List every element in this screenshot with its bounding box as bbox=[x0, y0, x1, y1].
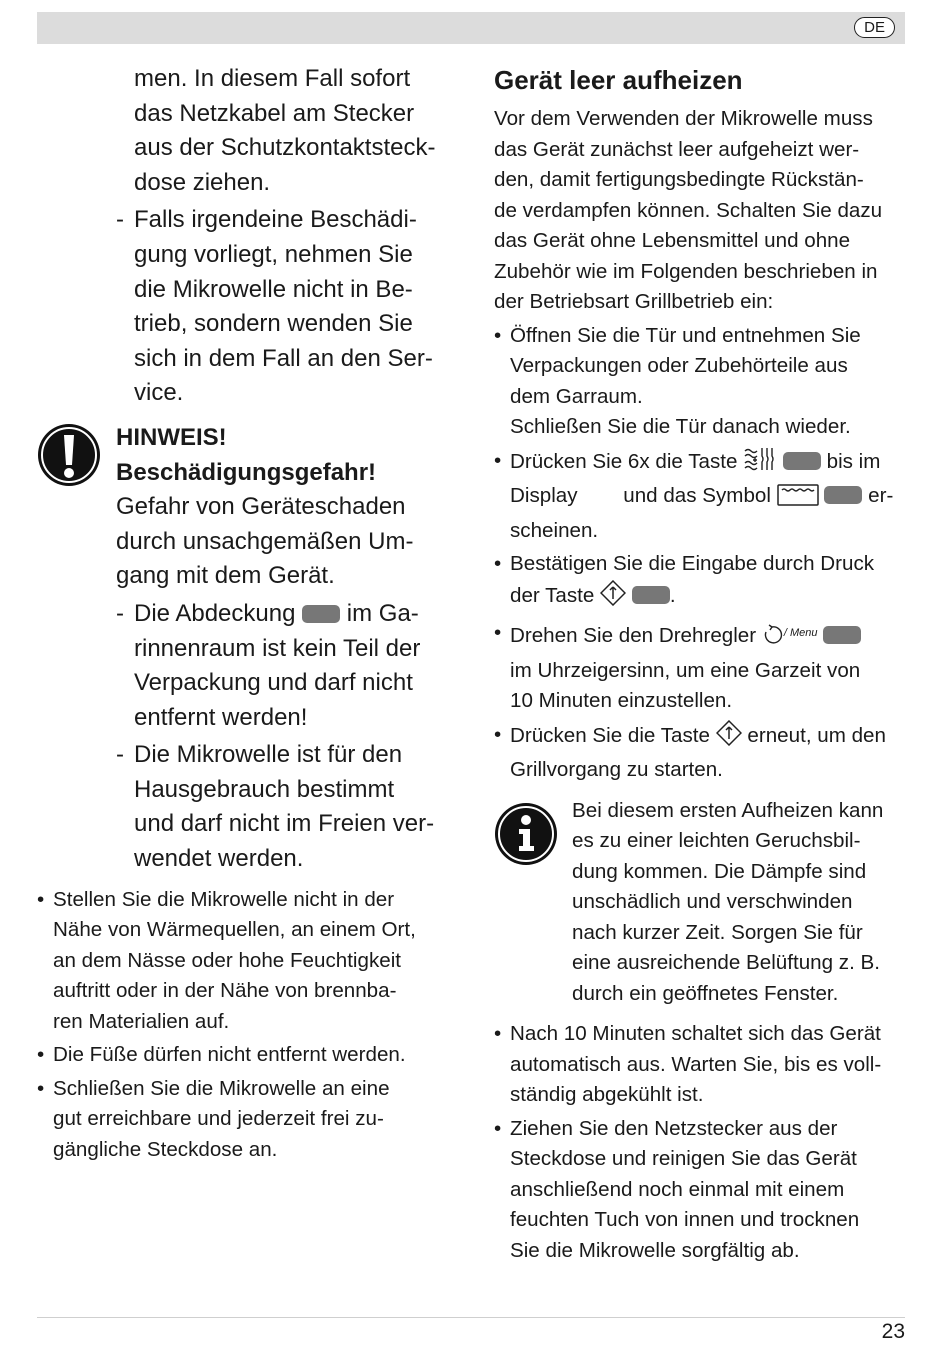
start-diamond-icon bbox=[716, 720, 742, 756]
text-line: das Gerät ohne Lebensmittel und ohne bbox=[494, 229, 851, 252]
bullet-marker: • bbox=[37, 1076, 45, 1100]
text-fragment: der Taste bbox=[510, 583, 595, 607]
header-bar bbox=[37, 12, 905, 44]
intro-paragraph bbox=[494, 104, 914, 318]
text-line: unschädlich und verschwinden bbox=[572, 890, 853, 913]
language-badge: DE bbox=[854, 17, 895, 38]
text-fragment: bis im bbox=[826, 449, 881, 473]
text-line: trieb, sondern wenden Sie bbox=[134, 310, 413, 338]
info-box bbox=[494, 796, 914, 1010]
key-symbol bbox=[632, 586, 670, 604]
text-line: Die Mikrowelle ist für den bbox=[134, 741, 403, 769]
footer-divider bbox=[37, 1317, 905, 1318]
text-line: wendet werden. bbox=[134, 845, 304, 873]
text-line: die Mikrowelle nicht in Be- bbox=[134, 275, 413, 303]
text-fragment: er- bbox=[868, 484, 894, 507]
text-fragment: Die Abdeckung bbox=[134, 599, 296, 627]
dash-item bbox=[116, 597, 457, 735]
text-line: Sie die Mikrowelle sorgfältig ab. bbox=[510, 1238, 800, 1262]
text-line: scheinen. bbox=[510, 518, 599, 542]
text-line: an dem Nässe oder hohe Feuchtigkeit bbox=[53, 948, 402, 972]
text-line: 10 Minuten einzustellen. bbox=[510, 689, 733, 712]
text-line: Zubehör wie im Folgenden beschrieben in bbox=[494, 259, 878, 283]
text-line: durch ein geöffnetes Fenster. bbox=[572, 981, 839, 1005]
bullet-marker: • bbox=[494, 448, 502, 472]
bullet-item bbox=[37, 1040, 457, 1071]
text-line: Bei diesem ersten Aufheizen kann bbox=[572, 798, 884, 822]
text-line: feuchten Tuch von innen und trocknen bbox=[510, 1208, 860, 1231]
text-fragment: . bbox=[669, 583, 676, 607]
text-line: aus der Schutzkontaktsteck- bbox=[134, 134, 436, 162]
text-fragment: im Ga- bbox=[346, 599, 419, 627]
right-column bbox=[494, 62, 914, 1266]
text-line: men. In diesem Fall sofort bbox=[134, 65, 411, 92]
dash-item bbox=[37, 203, 457, 411]
text-line: entfernt werden! bbox=[134, 703, 308, 731]
text-line: das Gerät zunächst leer aufgeheizt wer- bbox=[494, 137, 860, 161]
bullet-item bbox=[494, 720, 914, 786]
text-line: automatisch aus. Warten Sie, bis es voll- bbox=[510, 1052, 882, 1076]
text-line: den, damit fertigungsbedingte Rückstän- bbox=[494, 168, 864, 191]
text-fragment: und das Symbol bbox=[623, 484, 771, 507]
rotary-knob-icon bbox=[762, 624, 784, 656]
text-line: Falls irgendeine Beschädi- bbox=[134, 206, 417, 234]
section-heading: Gerät leer aufheizen bbox=[494, 65, 743, 95]
text-line: eine ausreichende Belüftung z. B. bbox=[572, 951, 880, 974]
page-number: 23 bbox=[881, 1320, 905, 1343]
text-line: auftritt oder in der Nähe von brennba- bbox=[53, 979, 397, 1003]
text-line: Gefahr von Geräteschaden bbox=[116, 493, 406, 521]
text-line: Nach 10 Minuten schaltet sich das Gerät bbox=[510, 1022, 881, 1045]
knob-label: / Menu bbox=[783, 627, 818, 639]
text-line: de verdampfen können. Schalten Sie dazu bbox=[494, 198, 883, 222]
text-line: Schließen Sie die Mikrowelle an eine bbox=[53, 1076, 390, 1100]
text-line: Die Füße dürfen nicht entfernt werden. bbox=[53, 1043, 406, 1067]
text-fragment: Display bbox=[510, 484, 578, 507]
notice-box bbox=[37, 421, 457, 877]
text-line: durch unsachgemäßen Um- bbox=[116, 527, 414, 555]
bullet-item bbox=[494, 321, 914, 443]
bullet-item bbox=[37, 1074, 457, 1166]
bullet-marker: • bbox=[37, 887, 45, 911]
text-line: gung vorliegt, nehmen Sie bbox=[134, 240, 413, 268]
display-symbol bbox=[824, 486, 862, 504]
bullet-item bbox=[494, 549, 914, 615]
bullet-item bbox=[494, 446, 914, 547]
text-line: nach kurzer Zeit. Sorgen Sie für bbox=[572, 920, 863, 944]
text-line: dung kommen. Die Dämpfe sind bbox=[572, 859, 867, 883]
text-fragment: erneut, um den bbox=[747, 723, 886, 747]
bullet-item bbox=[494, 1019, 914, 1111]
text-line: Bestätigen Sie die Eingabe durch Druck bbox=[510, 552, 875, 575]
grill-combi-icon bbox=[743, 446, 777, 482]
text-line: gang mit dem Gerät. bbox=[116, 562, 335, 590]
text-line: Ziehen Sie den Netzstecker aus der bbox=[510, 1116, 838, 1140]
text-line: ren Materialien auf. bbox=[53, 1009, 230, 1033]
text-line: Verpackungen oder Zubehörteile aus bbox=[510, 354, 848, 377]
bullet-marker: • bbox=[494, 1022, 502, 1045]
text-line: dem Garraum. bbox=[510, 384, 643, 408]
text-line: und darf nicht im Freien ver- bbox=[134, 810, 435, 838]
bullet-marker: • bbox=[494, 1116, 502, 1140]
bullet-marker: • bbox=[494, 722, 502, 746]
exclamation-icon bbox=[37, 423, 101, 498]
left-column bbox=[37, 62, 457, 1165]
text-line: sich in dem Fall an den Ser- bbox=[134, 344, 433, 372]
cover-symbol bbox=[302, 605, 340, 623]
dash-marker: - bbox=[116, 599, 124, 627]
bullet-item bbox=[37, 885, 457, 1038]
text-fragment: Drehen Sie den Drehregler bbox=[510, 624, 757, 647]
text-fragment: Drücken Sie 6x die Taste bbox=[510, 449, 738, 473]
bullet-item bbox=[494, 1114, 914, 1267]
key-symbol bbox=[823, 626, 861, 644]
text-line: Hausgebrauch bestimmt bbox=[134, 775, 395, 803]
text-line: Öffnen Sie die Tür und entnehmen Sie bbox=[510, 323, 861, 347]
text-line: es zu einer leichten Geruchsbil- bbox=[572, 829, 861, 852]
text-line: anschließend noch einmal mit einem bbox=[510, 1177, 845, 1201]
dash-marker: - bbox=[116, 206, 124, 234]
text-fragment: Drücken Sie die Taste bbox=[510, 723, 710, 747]
text-line: vice. bbox=[134, 379, 184, 407]
text-line: ständig abgekühlt ist. bbox=[510, 1083, 704, 1106]
continued-paragraph bbox=[134, 62, 457, 200]
dash-marker: - bbox=[116, 741, 124, 769]
info-icon bbox=[494, 802, 558, 876]
bullet-item bbox=[494, 618, 914, 717]
text-line: Verpackung und darf nicht bbox=[134, 669, 413, 697]
text-line: Stellen Sie die Mikrowelle nicht in der bbox=[53, 887, 395, 911]
text-line: dose ziehen. bbox=[134, 168, 271, 196]
bullet-marker: • bbox=[37, 1043, 45, 1067]
bullet-marker: • bbox=[494, 552, 502, 575]
text-line: im Uhrzeigersinn, um eine Garzeit von bbox=[510, 658, 861, 682]
grill-symbol-icon bbox=[777, 484, 819, 516]
text-line: das Netzkabel am Stecker bbox=[134, 99, 415, 127]
start-diamond-icon bbox=[600, 580, 626, 616]
text-line: gut erreichbare und jederzeit frei zu- bbox=[53, 1107, 384, 1131]
text-line: Vor dem Verwenden der Mikrowelle muss bbox=[494, 107, 873, 130]
text-line: Grillvorgang zu starten. bbox=[510, 758, 723, 781]
text-line: Steckdose und reinigen Sie das Gerät bbox=[510, 1147, 857, 1170]
notice-subtitle: Beschädigungsgefahr! bbox=[116, 458, 377, 486]
text-line: der Betriebsart Grillbetrieb ein: bbox=[494, 290, 774, 313]
key-symbol bbox=[783, 452, 821, 470]
text-line: Nähe von Wärmequellen, an einem Ort, bbox=[53, 918, 416, 942]
text-line: gängliche Steckdose an. bbox=[53, 1137, 278, 1161]
bullet-marker: • bbox=[494, 621, 502, 644]
text-line: Schließen Sie die Tür danach wieder. bbox=[510, 415, 851, 438]
bullet-marker: • bbox=[494, 323, 502, 347]
text-line: rinnenraum ist kein Teil der bbox=[134, 634, 421, 662]
dash-item bbox=[116, 738, 457, 876]
notice-title: HINWEIS! bbox=[116, 423, 227, 451]
